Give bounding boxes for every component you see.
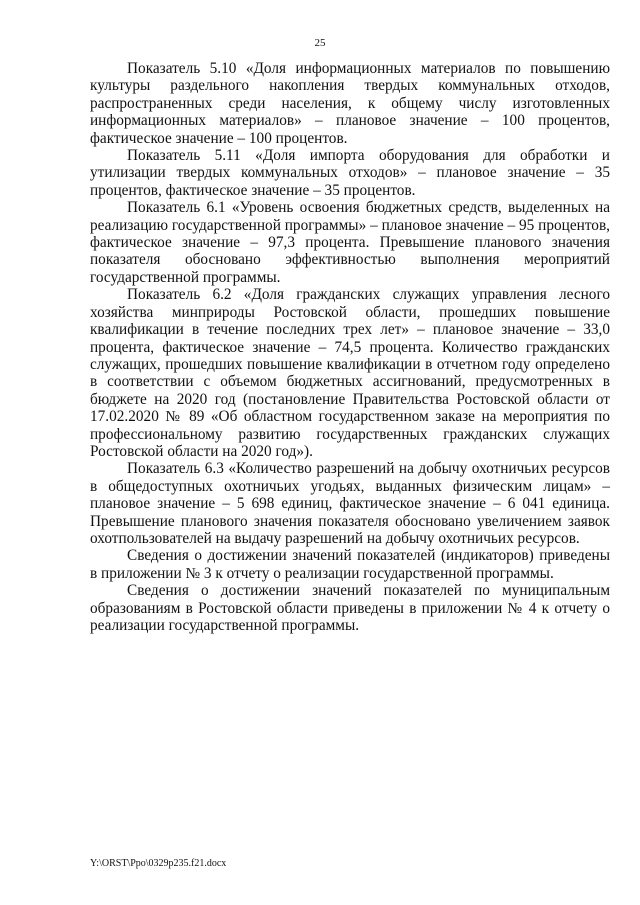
paragraph-appendix-3: Сведения о достижении значений показателей (индикаторов) приведены в приложении № 3 к отчету о реализации государственной программы. — [90, 547, 610, 582]
paragraph-indicator-6-3: Показатель 6.3 «Количество разрешений на добычу охотничьих ресурсов в общедоступных охотничьих угодьях, выданных физическим лицам» – плановое значение – 5 698 единиц, фактическое значение – 6 041 единица. Превышение планового значения показателя обосновано увеличением заявок охотпользователей на выдачу разрешений на добычу охотничьих ресурсов. — [90, 460, 610, 547]
paragraph-indicator-5-11: Показатель 5.11 «Доля импорта оборудования для обработки и утилизации твердых коммунальных отходов» – плановое значение – 35 процентов, фактическое значение – 35 процентов. — [90, 147, 610, 199]
footer-file-path: Y:\ORST\Ppo\0329p235.f21.docx — [90, 858, 227, 869]
paragraph-appendix-4: Сведения о достижении значений показателей по муниципальным образованиям в Ростовской области приведены в приложении № 4 к отчету о реализации государственной программы. — [90, 582, 610, 634]
paragraph-indicator-6-2: Показатель 6.2 «Доля гражданских служащих управления лесного хозяйства минприроды Ростовской области, прошедших повышение квалификации в течение последних трех лет» – плановое значение – 33,0 процента, фактическое значение – 74,5 процента. Количество гражданских служащих, прошедших повышение квалификации в отчетном году определено в соответствии с объемом бюджетных ассигнований, предусмотренных в бюджете на 2020 год (постановление Правительства Ростовской области от 17.02.2020 № 89 «Об областном государственном заказе на мероприятия по профессиональному развитию государственных гражданских служащих Ростовской области на 2020 год»). — [90, 286, 610, 460]
page-number: 25 — [314, 37, 326, 49]
paragraph-indicator-5-10: Показатель 5.10 «Доля информационных материалов по повышению культуры раздельного накопления твердых коммунальных отходов, распространенных среди населения, к общему числу изготовленных информационных материалов» – плановое значение – 100 процентов, фактическое значение – 100 процентов. — [90, 60, 610, 147]
document-body — [90, 60, 610, 634]
paragraph-indicator-6-1: Показатель 6.1 «Уровень освоения бюджетных средств, выделенных на реализацию государственной программы» – плановое значение – 95 процентов, фактическое значение – 97,3 процента. Превышение планового значения показателя обосновано эффективностью выполнения мероприятий государственной программы. — [90, 199, 610, 286]
